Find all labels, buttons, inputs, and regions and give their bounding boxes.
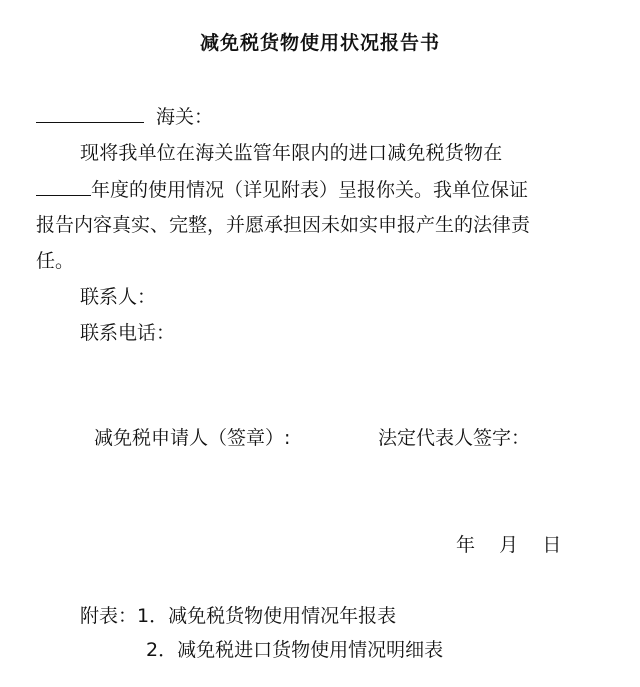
- attachments-line-1: [80, 604, 396, 628]
- applicant-signature-label: 减免税申请人（签章）:: [94, 427, 291, 449]
- legal-rep-signature-label: 法定代表人签字：: [378, 427, 531, 449]
- contact-person-label: 联系人：: [80, 286, 157, 308]
- body-line-1: 现将我单位在海关监管年限内的进口减免税货物在: [80, 142, 503, 164]
- customs-name-blank[interactable]: [36, 104, 144, 123]
- addressee-suffix: 海关：: [156, 106, 214, 128]
- document-title: 减免税货物使用状况报告书: [199, 32, 440, 54]
- year-blank[interactable]: [36, 177, 91, 196]
- body-line-2-text: 年度的使用情况（详见附表）呈报你关。我单位保证: [91, 179, 529, 201]
- attachment-item-1: 1．减免税货物使用情况年报表: [137, 605, 397, 627]
- contact-phone-label: 联系电话：: [80, 322, 176, 344]
- attachments-label: 附表：: [80, 605, 138, 627]
- body-line-4: 任。: [36, 250, 75, 272]
- attachment-item-2: 2．减免税进口货物使用情况明细表: [146, 639, 444, 661]
- body-line-2: [36, 177, 528, 202]
- date-line: 年 月 日: [456, 534, 562, 556]
- addressee-line: [36, 104, 213, 129]
- body-line-3: 报告内容真实、完整，并愿承担因未如实申报产生的法律责: [36, 214, 531, 236]
